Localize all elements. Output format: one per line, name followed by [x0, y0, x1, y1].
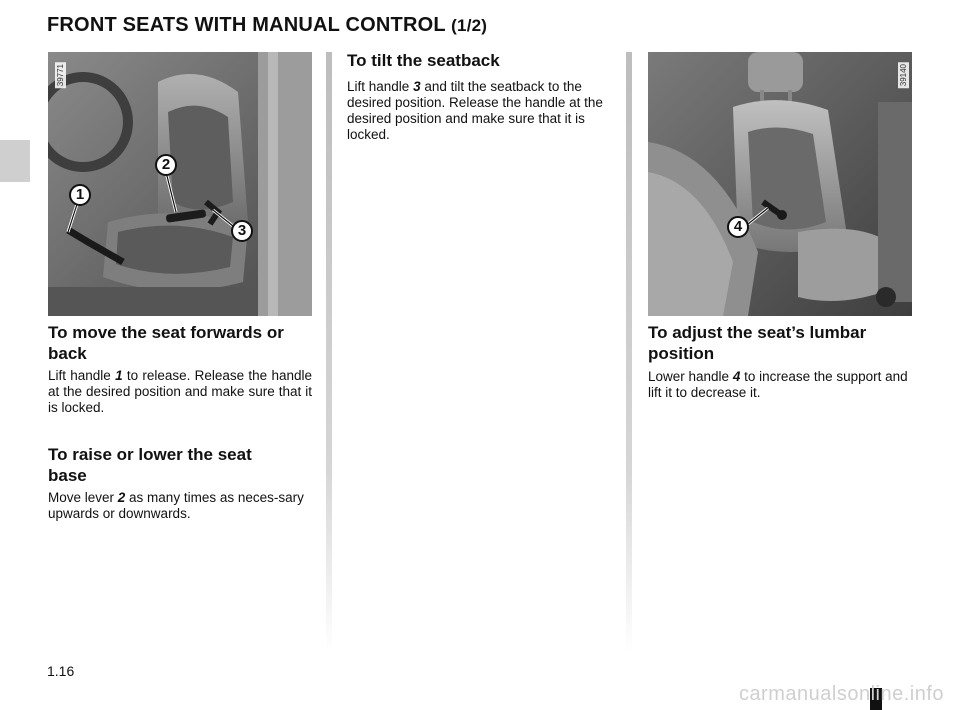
figure-ref-code-left: 39771: [56, 64, 65, 87]
page-number: 1.16: [47, 663, 75, 679]
heading-raise-seat: To raise or lower the seat base: [48, 445, 252, 485]
text-move-seat: Lift handle 1 to release. Release the handle at the desired position and make sure that it is locked.: [48, 368, 312, 415]
callout-1: 1: [69, 184, 91, 206]
watermark: carmanualsonline.info: [738, 683, 944, 705]
callout-2: 2: [155, 154, 177, 176]
ref-handle-4: 4: [732, 369, 741, 384]
column-divider-left: [326, 52, 332, 652]
figure-ref-code-right: 39140: [899, 64, 908, 87]
ref-handle-3: 3: [413, 79, 421, 94]
seat-adjust-photo: [48, 52, 312, 316]
text-raise-seat: Move lever 2 as many times as neces-sary upwards or downwards.: [48, 490, 304, 521]
page-title-suffix: (1/2): [451, 16, 488, 35]
callout-3: 3: [231, 220, 253, 242]
ref-lever-2: 2: [117, 490, 126, 505]
heading-move-seat: To move the seat forwards or back: [48, 323, 284, 363]
ref-handle-1: 1: [115, 368, 123, 383]
heading-lumbar: To adjust the seat’s lumbar position: [648, 323, 867, 363]
text-tilt-seatback: Lift handle 3 and tilt the seatback to the desired position. Release the handle at the desired position and make sure that it is locked.: [347, 79, 603, 142]
lumbar-adjust-photo: [648, 52, 912, 316]
page-title: FRONT SEATS WITH MANUAL CONTROL (1/2): [47, 14, 488, 36]
heading-tilt-seatback: To tilt the seatback: [347, 51, 500, 70]
section-tab-marker: [0, 140, 30, 182]
column-divider-right: [626, 52, 632, 652]
text-lumbar: Lower handle 4 to increase the support and lift it to decrease it.: [648, 369, 908, 400]
callout-4: 4: [727, 216, 749, 238]
